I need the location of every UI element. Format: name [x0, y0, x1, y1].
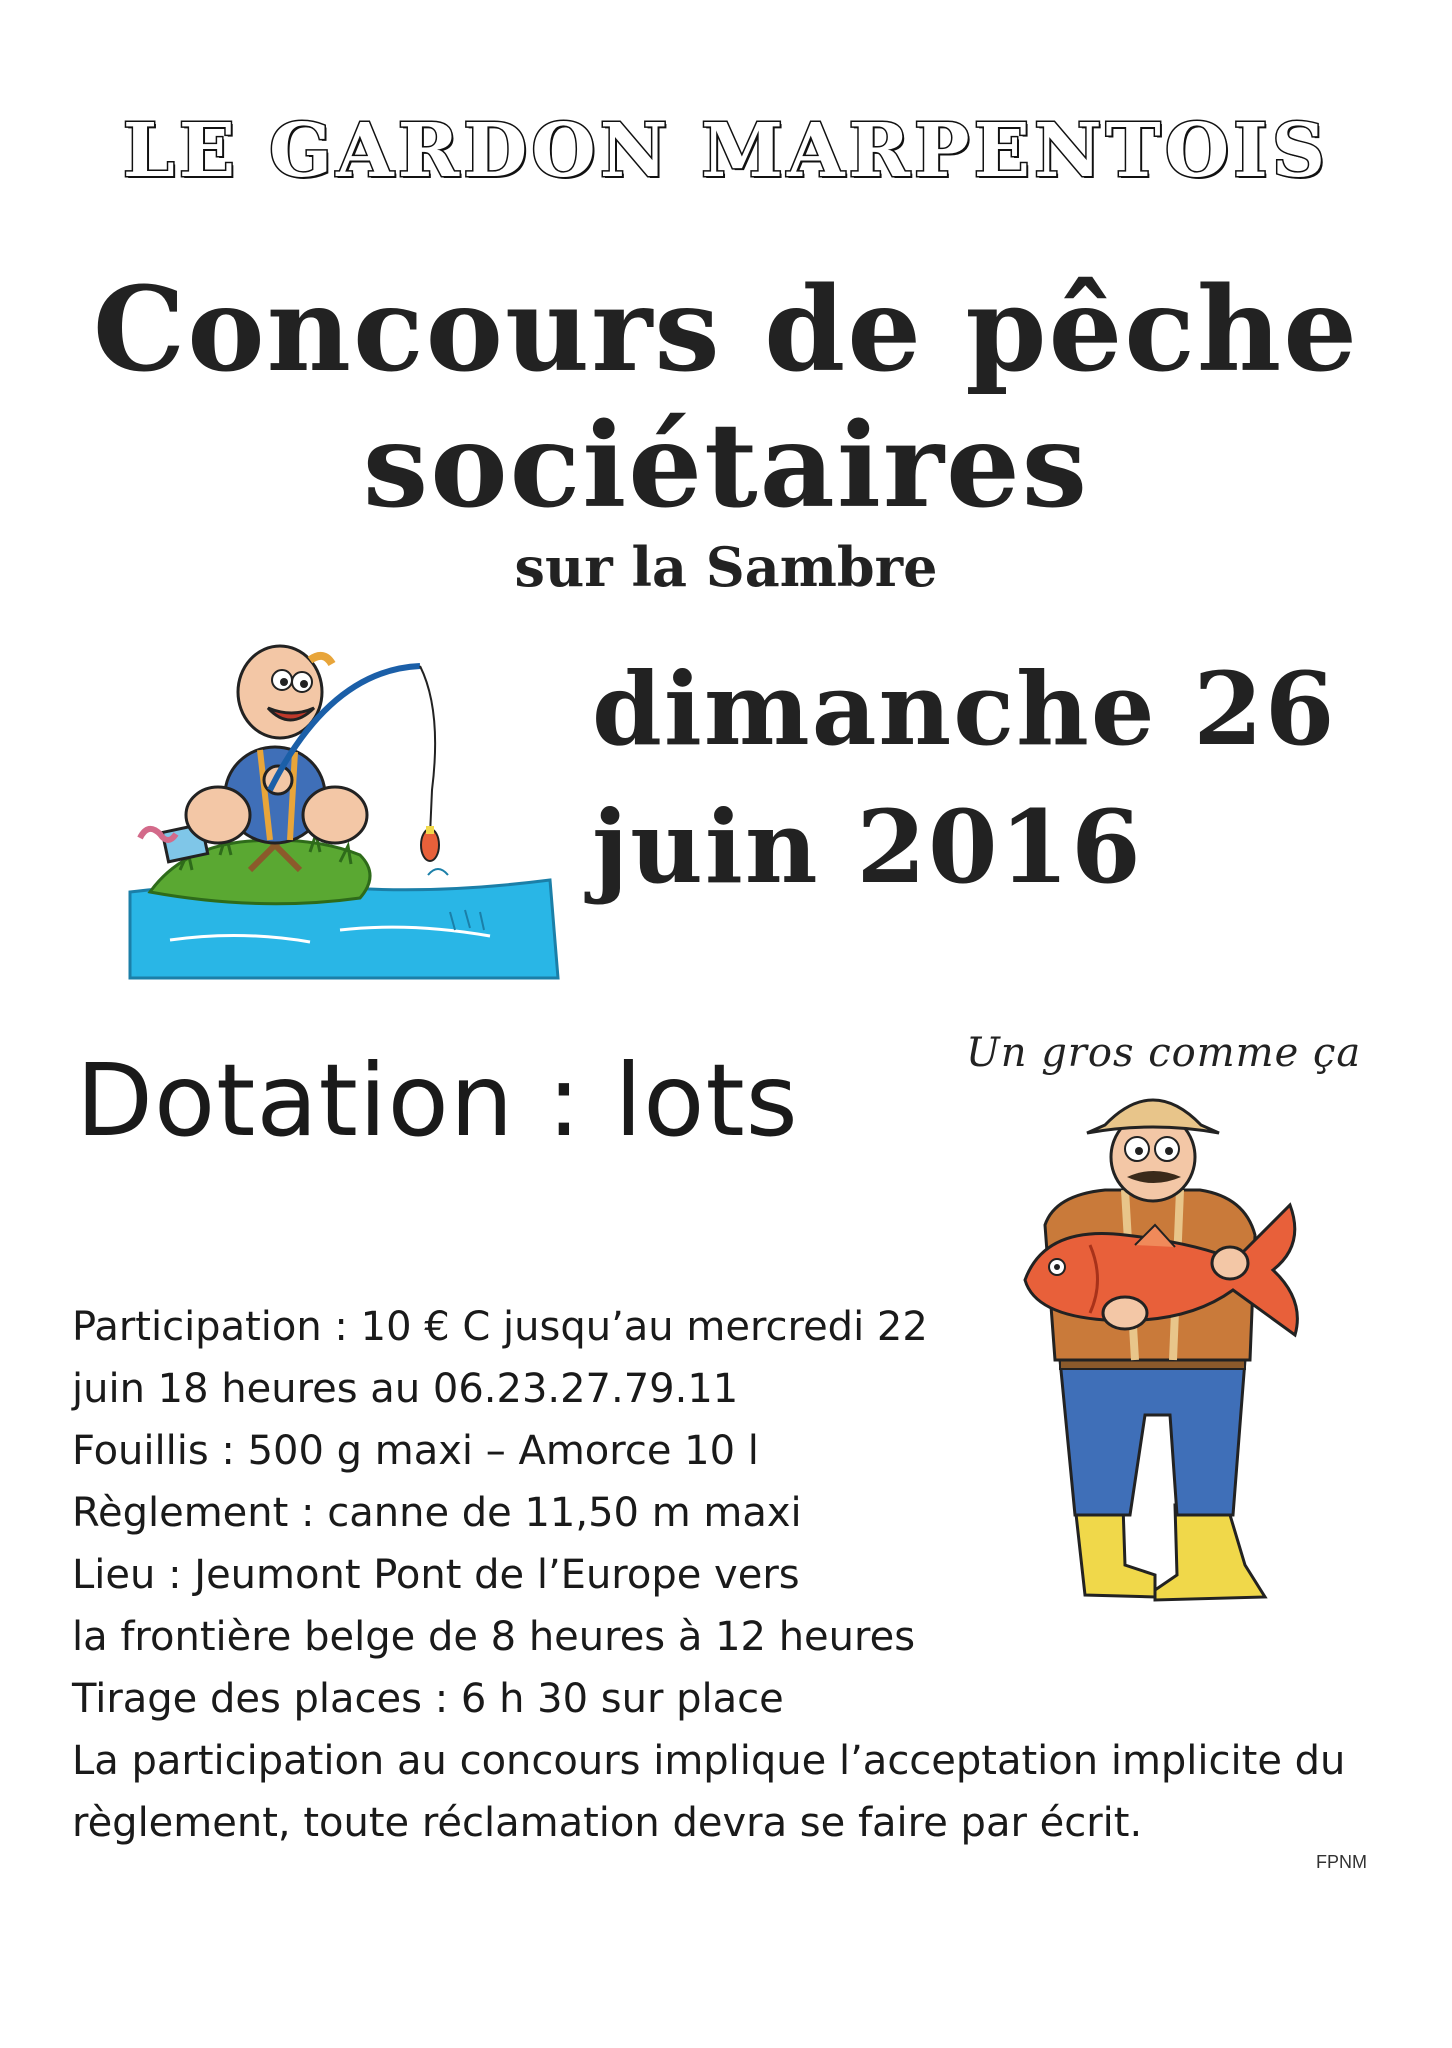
info-line-horaires: la frontière belge de 8 heures à 12 heures	[72, 1614, 916, 1660]
dotation-heading: Dotation : lots	[76, 1042, 799, 1159]
credit-label: FPNM	[1316, 1852, 1367, 1872]
club-name: LE GARDON MARPENTOIS	[122, 108, 1330, 194]
info-line-lieu: Lieu : Jeumont Pont de l’Europe vers	[72, 1552, 800, 1598]
subtitle: sur la Sambre	[514, 535, 938, 599]
title-line-2: sociétaires	[362, 398, 1090, 534]
info-line-phone: juin 18 heures au 06.23.27.79.11	[72, 1366, 739, 1412]
info-line-reglement: Règlement : canne de 11,50 m maxi	[72, 1490, 802, 1536]
illustration-caption: Un gros comme ça	[966, 1030, 1362, 1076]
contest-details	[72, 1296, 1402, 1854]
info-line-fouillis: Fouillis : 500 g maxi – Amorce 10 l	[72, 1428, 759, 1474]
date-line-1: dimanche 26	[592, 650, 1337, 768]
info-line-participation: Participation : 10 € C jusqu’au mercredi 22	[72, 1304, 928, 1350]
info-line-acceptation: La participation au concours implique l’acceptation implicite du	[72, 1738, 1346, 1784]
title-line-1: Concours de pêche	[92, 262, 1360, 398]
info-line-tirage: Tirage des places : 6 h 30 sur place	[72, 1676, 784, 1722]
info-line-reclamation: règlement, toute réclamation devra se faire par écrit.	[72, 1800, 1143, 1846]
date-line-2: juin 2016	[592, 788, 1143, 906]
cartoon-angler-icon	[110, 630, 570, 980]
